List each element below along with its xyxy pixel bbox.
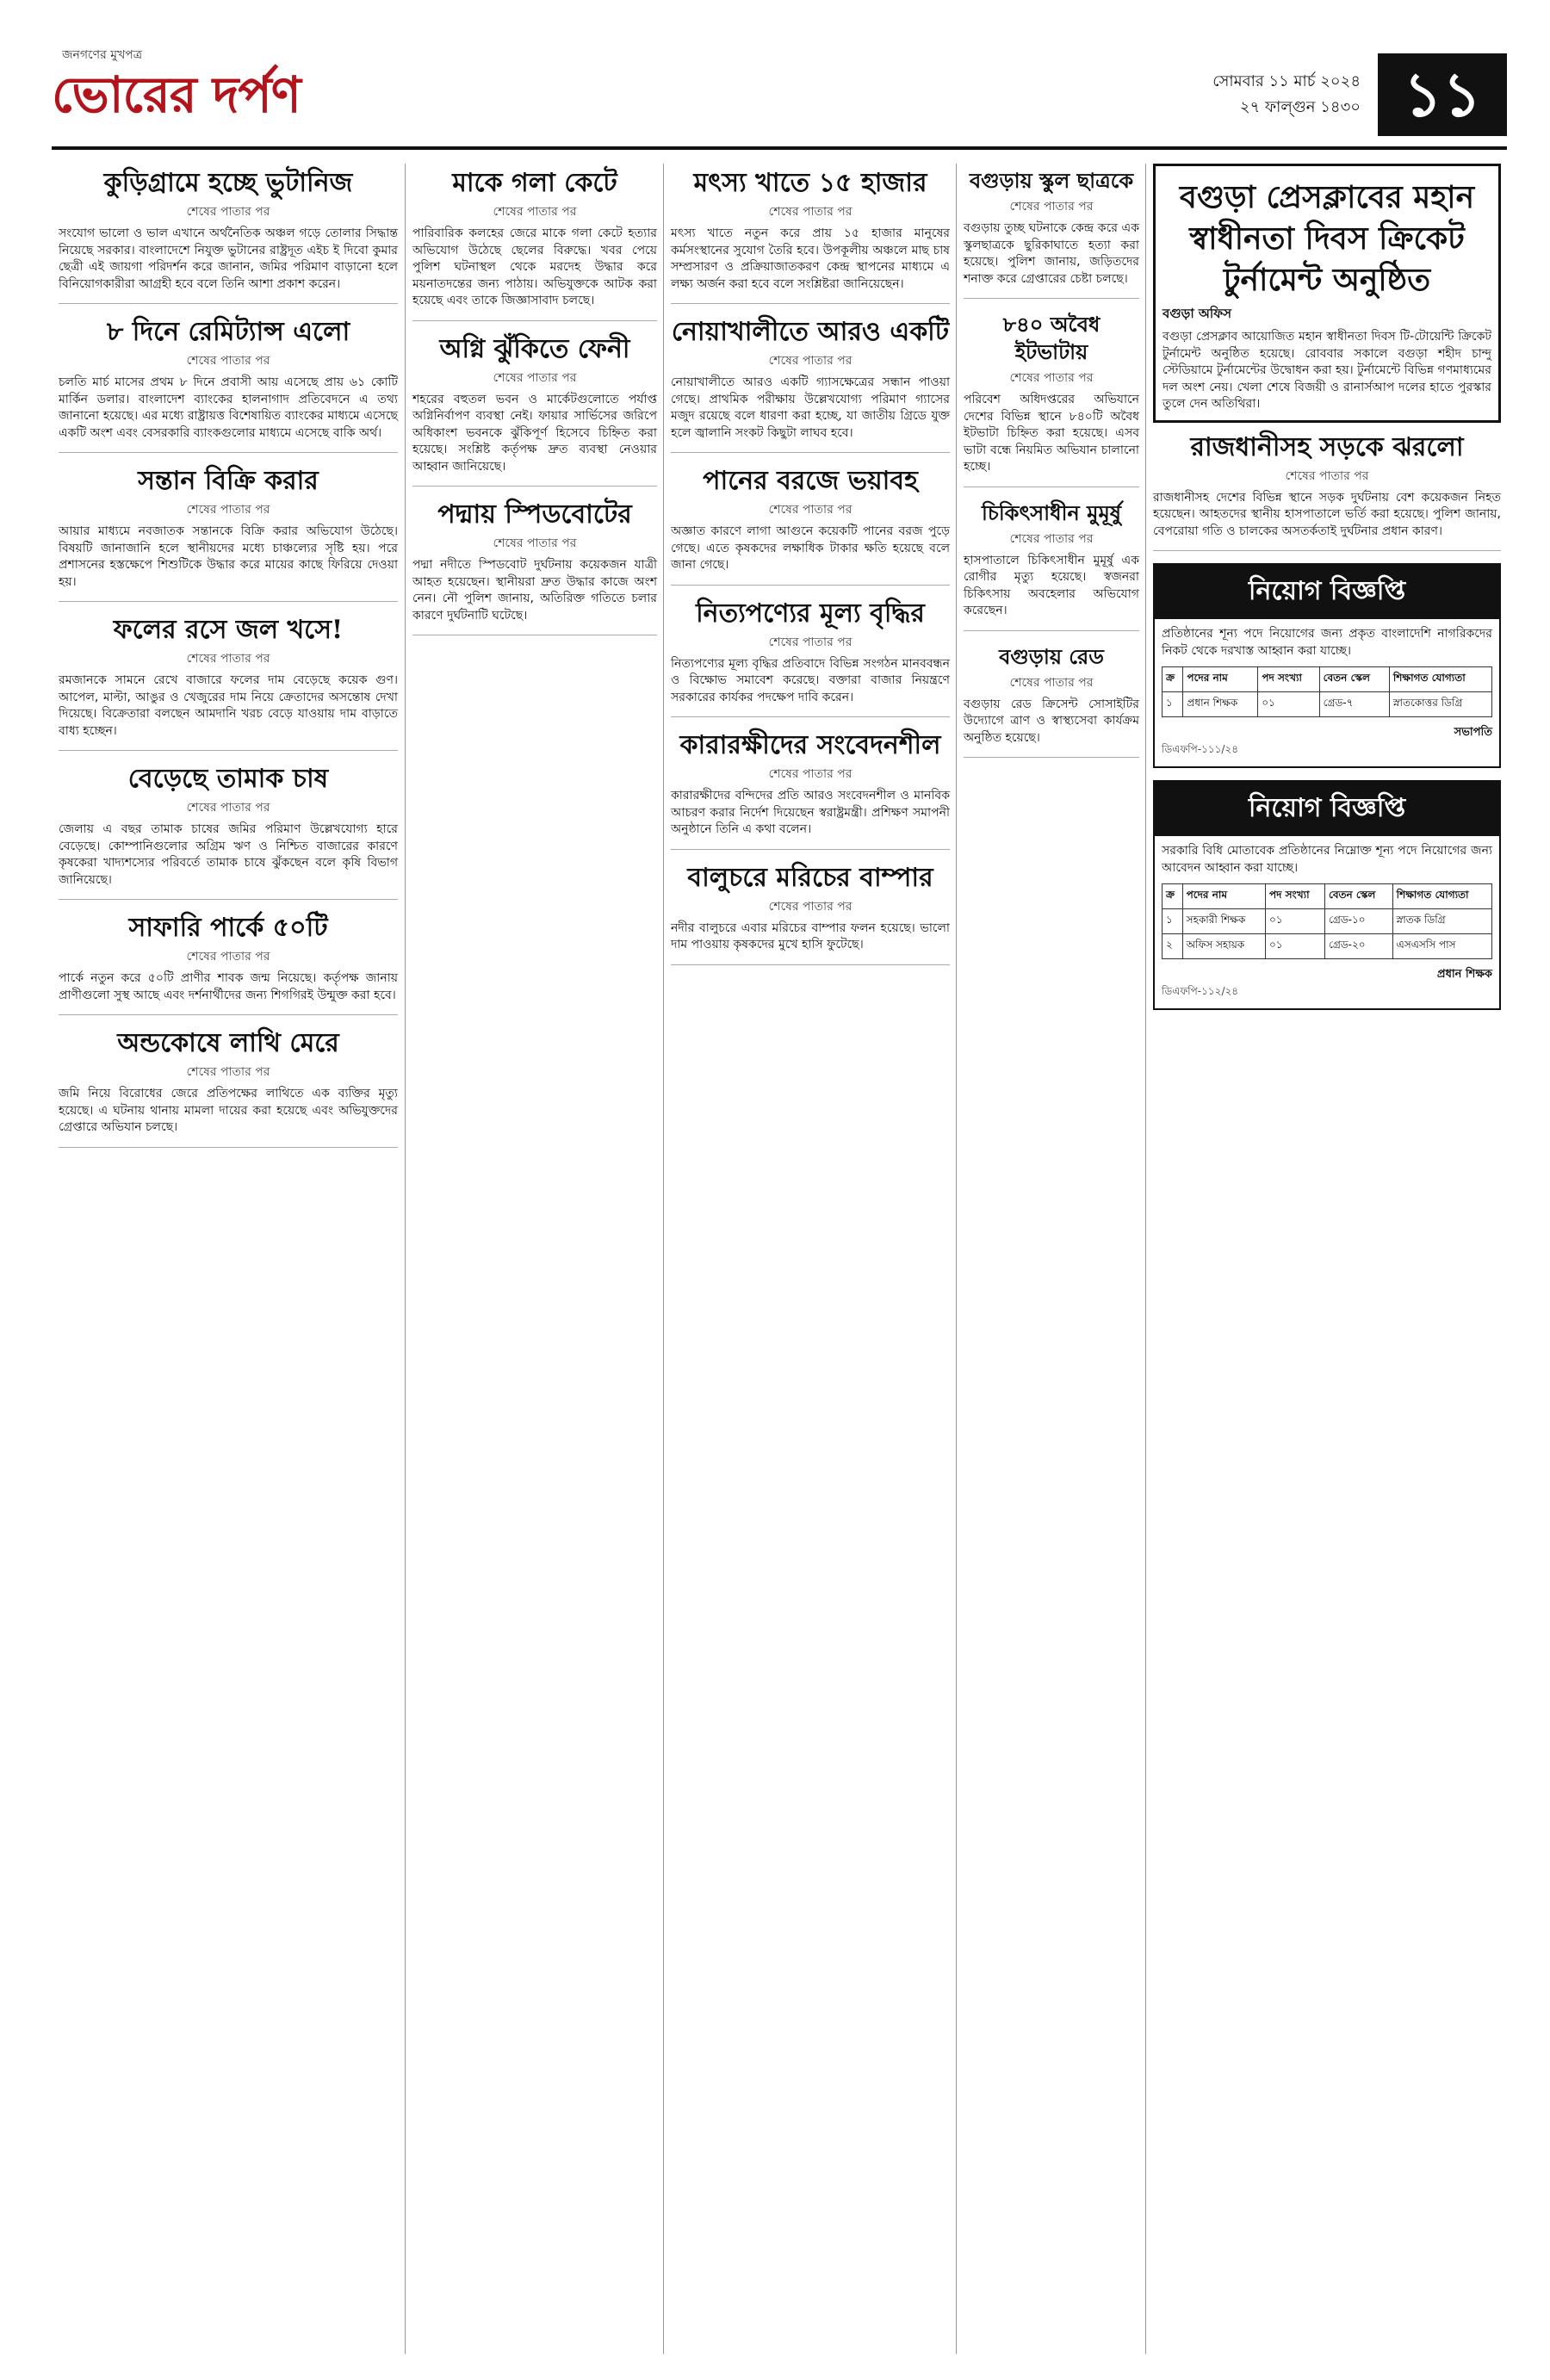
article bbox=[59, 1027, 398, 1148]
ad-table-header: শিক্ষাগত যোগ্যতা bbox=[1389, 667, 1491, 692]
continued-note: শেষের পাতার পর bbox=[186, 801, 270, 815]
ad-title: নিয়োগ বিজ্ঞপ্তি bbox=[1155, 565, 1499, 619]
feature-article bbox=[1153, 164, 1501, 423]
page-number: ১১ bbox=[1378, 53, 1507, 136]
continued-note: শেষের পাতার পর bbox=[186, 503, 270, 517]
article-headline[interactable]: বগুড়ায় স্কুল ছাত্রকে bbox=[969, 168, 1134, 193]
article-headline[interactable]: অন্ডকোষে লাথি মেরে bbox=[117, 1028, 339, 1058]
article bbox=[59, 614, 398, 751]
article-body: বগুড়ায় রেড ক্রিসেন্ট সোসাইটির উদ্যোগে ত্রাণ ও স্বাস্থ্যসেবা কার্যক্রম অনুষ্ঠিত হয়েছে। bbox=[964, 697, 1139, 745]
feature-headline[interactable]: বগুড়া প্রেসক্লাবের মহান স্বাধীনতা দিবস ক্রিকেট টুর্নামেন্ট অনুষ্ঠিত bbox=[1179, 179, 1475, 298]
table-cell: ০১ bbox=[1258, 692, 1319, 717]
continued-note: শেষের পাতার পর bbox=[1009, 531, 1094, 546]
article-body: কারারক্ষীদের বন্দিদের প্রতি আরও সংবেদনশীল ও মানবিক আচরণ করার নির্দেশ দিয়েছেন স্বরাষ্ট্রমন্ত্রী। প্রশিক্ষণ সমাপনী অনুষ্ঠানে তিনি এ কথা বলেন। bbox=[671, 789, 950, 836]
continued-note: শেষের পাতার পর bbox=[1009, 371, 1094, 385]
continued-note: শেষের পাতার পর bbox=[768, 205, 852, 219]
article bbox=[59, 763, 398, 900]
article-body: শহরের বহুতল ভবন ও মার্কেটগুলোতে পর্যাপ্ত অগ্নিনির্বাপণ ব্যবস্থা নেই। ফায়ার সার্ভিসের জরিপে অধিকাংশ ভবনকে ঝুঁকিপূর্ণ হিসেবে চিহ্নিত করা হয়েছে। সংশ্লিষ্ট কর্তৃপক্ষ দ্রুত ব্যবস্থা নেওয়ার আহ্বান জানিয়েছে। bbox=[412, 392, 657, 474]
article-headline[interactable]: বালুচরে মরিচের বাম্পার bbox=[687, 862, 933, 893]
article bbox=[964, 643, 1139, 759]
masthead-rule bbox=[52, 146, 1507, 150]
continued-note: শেষের পাতার পর bbox=[186, 205, 270, 219]
table-cell: স্নাতকোত্তর ডিগ্রি bbox=[1389, 692, 1491, 717]
continued-note: শেষের পাতার পর bbox=[186, 354, 270, 368]
logo-text: ভোরের দর্পণ bbox=[52, 65, 301, 124]
ad-table-header: ক্র bbox=[1162, 667, 1183, 692]
article bbox=[964, 167, 1139, 299]
article-body: চলতি মার্চ মাসের প্রথম ৮ দিনে প্রবাসী আয় এসেছে প্রায় ৬১ কোটি মার্কিন ডলার। বাংলাদেশ ব্যাংকের হালনাগাদ প্রতিবেদনে এ তথ্য জানানো হয়েছে। এর মধ্যে রাষ্ট্রায়ত্ত বিশেষায়িত ব্যাংকের মাধ্যমে এসেছে একটি অংশ এবং বেসরকারি ব্যাংকগুলোর মাধ্যমে এসেছে বাকি অর্থ। bbox=[59, 375, 398, 440]
table-cell: প্রধান শিক্ষক bbox=[1183, 692, 1258, 717]
article-body: রমজানকে সামনে রেখে বাজারে ফলের দাম বেড়েছে কয়েক গুণ। আপেল, মাল্টা, আঙুর ও খেজুরের দাম নিয়ে ক্রেতাদের অসন্তোষ দেখা দিয়েছে। বিক্রেতারা বলছেন আমদানি খরচ বেড়ে যাওয়ায় দাম বাড়াতে বাধ্য হচ্ছেন। bbox=[59, 673, 398, 738]
ad-signature: প্রধান শিক্ষক bbox=[1436, 968, 1492, 981]
table-cell: এসএসসি পাস bbox=[1392, 934, 1491, 959]
article-body: পারিবারিক কলহের জেরে মাকে গলা কেটে হত্যার অভিযোগ উঠেছে ছেলের বিরুদ্ধে। খবর পেয়ে পুলিশ ঘটনাস্থল থেকে মরদেহ উদ্ধার করে ময়নাতদন্তের জন্য পাঠায়। অভিযুক্তকে আটক করা হয়েছে এবং তাকে জিজ্ঞাসাবাদ চলছে। bbox=[412, 226, 657, 307]
ad-table-header: পদের নাম bbox=[1182, 884, 1265, 909]
table-cell: ০১ bbox=[1266, 909, 1325, 934]
byline: বগুড়া অফিস bbox=[1162, 306, 1232, 321]
continued-note: শেষের পাতার পর bbox=[1285, 468, 1369, 483]
date-block bbox=[1212, 69, 1361, 121]
article-headline[interactable]: অগ্নি ঝুঁকিতে ফেনী bbox=[439, 333, 630, 364]
article-headline[interactable]: সাফারি পার্কে ৫০টি bbox=[128, 913, 328, 943]
table-cell: ১ bbox=[1162, 692, 1183, 717]
table-cell: গ্রেড-৭ bbox=[1319, 692, 1389, 717]
column-5 bbox=[1145, 164, 1508, 2354]
article-body: নোয়াখালীতে আরও একটি গ্যাসক্ষেত্রের সন্ধান পাওয়া গেছে। প্রাথমিক পরীক্ষায় উল্লেখযোগ্য পরিমাণ গ্যাসের মজুদ রয়েছে বলে ধারণা করা হচ্ছে, যা জাতীয় গ্রিডে যুক্ত হলে জ্বালানি সংকট কিছুটা লাঘব হবে। bbox=[671, 375, 950, 440]
ad-table-header: শিক্ষাগত যোগ্যতা bbox=[1392, 884, 1491, 909]
article-body: মৎস্য খাতে নতুন করে প্রায় ১৫ হাজার মানুষের কর্মসংস্থানের সুযোগ তৈরি হবে। উপকূলীয় অঞ্চলে মাছ চাষ সম্প্রসারণ ও প্রক্রিয়াজাতকরণ কেন্দ্র স্থাপনের মাধ্যমে এ লক্ষ্য অর্জন করা হবে বলে সংশ্লিষ্টরা জানিয়েছেন। bbox=[671, 226, 950, 291]
article-body: বগুড়ায় তুচ্ছ ঘটনাকে কেন্দ্র করে এক স্কুলছাত্রকে ছুরিকাঘাতে হত্যা করা হয়েছে। পুলিশ জানায়, জড়িতদের শনাক্ত করে গ্রেপ্তারের চেষ্টা চলছে। bbox=[964, 221, 1139, 286]
article bbox=[671, 316, 950, 453]
continued-note: শেষের পাতার পর bbox=[493, 370, 577, 385]
masthead bbox=[52, 48, 1507, 158]
ad-intro: প্রতিষ্ঠানের শূন্য পদে নিয়োগের জন্য প্রকৃত বাংলাদেশি নাগরিকদের নিকট থেকে দরখাস্ত আহ্বান করা যাচ্ছে। bbox=[1162, 627, 1492, 658]
ad-table bbox=[1162, 666, 1492, 717]
ad-table-header: বেতন স্কেল bbox=[1324, 884, 1392, 909]
article-headline[interactable]: বেড়েছে তামাক চাষ bbox=[127, 764, 329, 794]
article-body: আয়ার মাধ্যমে নবজাতক সন্তানকে বিক্রি করার অভিযোগ উঠেছে। বিষয়টি জানাজানি হলে স্থানীয়দের মধ্যে চাঞ্চল্যের সৃষ্টি হয়। পরে প্রশাসনের হস্তক্ষেপে শিশুটিকে উদ্ধার করে মায়ের কাছে ফিরিয়ে দেওয়া হয়। bbox=[59, 524, 398, 589]
article bbox=[671, 167, 950, 304]
continued-note: শেষের পাতার পর bbox=[186, 652, 270, 666]
article bbox=[59, 167, 398, 304]
column-3 bbox=[663, 164, 957, 2354]
continued-note: শেষের পাতার পর bbox=[768, 767, 852, 781]
feature-body: বগুড়া প্রেসক্লাব আয়োজিত মহান স্বাধীনতা দিবস টি-টোয়েন্টি ক্রিকেট টুর্নামেন্ট অনুষ্ঠিত হয়েছে। রোববার সকালে বগুড়া শহীদ চান্দু স্টেডিয়ামে টুর্নামেন্টের উদ্বোধন করা হয়। টুর্নামেন্টে বিভিন্ন গণমাধ্যমের দল অংশ নেয়। খেলা শেষে বিজয়ী ও রানার্সআপ দলের হাতে পুরস্কার তুলে দেন অতিথিরা। bbox=[1162, 330, 1491, 411]
continued-note: শেষের পাতার পর bbox=[493, 536, 577, 550]
article-body: নদীর বালুচরে এবার মরিচের বাম্পার ফলন হয়েছে। ভালো দাম পাওয়ায় কৃষকদের মুখে হাসি ফুটেছে। bbox=[671, 920, 950, 951]
job-advertisement bbox=[1153, 563, 1501, 768]
article-headline[interactable]: সন্তান বিক্রি করার bbox=[138, 466, 319, 496]
ad-intro: সরকারি বিধি মোতাবেক প্রতিষ্ঠানের নিম্নোক্ত শূন্য পদে নিয়োগের জন্য আবেদন আহ্বান করা যাচ্ছে। bbox=[1162, 844, 1492, 875]
article bbox=[59, 912, 398, 1015]
article-headline[interactable]: ৮৪০ অবৈধ ইটভাটায় bbox=[1002, 312, 1100, 364]
newspaper-logo[interactable] bbox=[52, 48, 301, 140]
continued-note: শেষের পাতার পর bbox=[768, 503, 852, 517]
article bbox=[1153, 431, 1501, 552]
article-headline[interactable]: চিকিৎসাধীন মুমূর্ষু bbox=[982, 499, 1121, 525]
ad-table-header: বেতন স্কেল bbox=[1319, 667, 1389, 692]
column-2 bbox=[405, 164, 664, 2354]
date-gregorian: সোমবার ১১ মার্চ ২০২৪ bbox=[1212, 72, 1361, 90]
article-headline[interactable]: কারারক্ষীদের সংবেদনশীল bbox=[679, 730, 941, 760]
ad-table-header: ক্র bbox=[1162, 884, 1183, 909]
table-cell: ১ bbox=[1162, 909, 1183, 934]
table-cell: গ্রেড-২০ bbox=[1324, 934, 1392, 959]
table-row bbox=[1162, 692, 1492, 717]
article bbox=[59, 316, 398, 453]
column-1 bbox=[52, 164, 405, 2354]
article bbox=[671, 862, 950, 965]
article-body: নিত্যপণ্যের মূল্য বৃদ্ধির প্রতিবাদে বিভিন্ন সংগঠন মানববন্ধন ও বিক্ষোভ সমাবেশ করেছে। বক্তারা বাজার নিয়ন্ত্রণে সরকারের কার্যকর পদক্ষেপ দাবি করেন। bbox=[671, 656, 950, 704]
article-headline[interactable]: কুড়িগ্রামে হচ্ছে ভুটানিজ bbox=[103, 168, 353, 198]
continued-note: শেষের পাতার পর bbox=[1009, 675, 1094, 690]
article-headline[interactable]: মাকে গলা কেটে bbox=[452, 168, 617, 198]
continued-note: শেষের পাতার পর bbox=[186, 1065, 270, 1079]
article bbox=[59, 465, 398, 602]
article-headline[interactable]: পানের বরজে ভয়াবহ bbox=[703, 466, 918, 496]
article-body: জেলায় এ বছর তামাক চাষের জমির পরিমাণ উল্লেখযোগ্য হারে বেড়েছে। কোম্পানিগুলোর অগ্রিম ঋণ ও নিশ্চিত বাজারের কারণে কৃষকেরা খাদ্যশস্যের পরিবর্তে তামাক চাষে ঝুঁকছেন বলে কৃষি বিভাগ জানিয়েছে। bbox=[59, 822, 398, 887]
article bbox=[671, 465, 950, 586]
table-cell: স্নাতক ডিগ্রি bbox=[1392, 909, 1491, 934]
ad-table-header: পদের নাম bbox=[1183, 667, 1258, 692]
table-cell: গ্রেড-১০ bbox=[1324, 909, 1392, 934]
continued-note: শেষের পাতার পর bbox=[768, 635, 852, 649]
article-body: পদ্মা নদীতে স্পিডবোট দুর্ঘটনায় কয়েকজন যাত্রী আহত হয়েছেন। স্থানীয়রা দ্রুত উদ্ধার কাজে অংশ নেন। নৌ পুলিশ জানায়, অতিরিক্ত গতিতে চলার কারণে দুর্ঘটনাটি ঘটেছে। bbox=[412, 558, 657, 623]
table-row bbox=[1162, 934, 1492, 959]
continued-note: শেষের পাতার পর bbox=[493, 205, 577, 219]
article-headline[interactable]: পদ্মায় স্পিডবোটের bbox=[437, 499, 632, 530]
article-headline[interactable]: ৮ দিনে রেমিট্যান্স এলো bbox=[106, 317, 350, 347]
table-cell: ০১ bbox=[1266, 934, 1325, 959]
article bbox=[412, 499, 657, 635]
job-advertisement bbox=[1153, 780, 1501, 1010]
tagline: জনগণের মুখপত্র bbox=[62, 48, 143, 62]
table-cell: সহকারী শিক্ষক bbox=[1182, 909, 1265, 934]
article-body: পার্কে নতুন করে ৫০টি প্রাণীর শাবক জন্ম নিয়েছে। কর্তৃপক্ষ জানায় প্রাণীগুলো সুস্থ আছে এবং দর্শনার্থীদের জন্য শিগগিরই উন্মুক্ত করা হবে। bbox=[59, 971, 398, 1002]
article-body: পরিবেশ অধিদপ্তরের অভিযানে দেশের বিভিন্ন স্থানে ৮৪০টি অবৈধ ইটভাটা চিহ্নিত করা হয়েছে। এসব ভাটা বন্ধে নিয়মিত অভিযান চালানো হচ্ছে। bbox=[964, 393, 1139, 474]
article-body: হাসপাতালে চিকিৎসাধীন মুমূর্ষু এক রোগীর মৃত্যু হয়েছে। স্বজনরা চিকিৎসায় অবহেলার অভিযোগ করেছেন। bbox=[964, 553, 1139, 617]
article-body: অজ্ঞাত কারণে লাগা আগুনে কয়েকটি পানের বরজ পুড়ে গেছে। এতে কৃষকদের লক্ষাধিক টাকার ক্ষতি হয়েছে বলে জানা গেছে। bbox=[671, 524, 950, 572]
ad-signature: সভাপতি bbox=[1454, 726, 1492, 739]
article-headline[interactable]: মৎস্য খাতে ১৫ হাজার bbox=[693, 168, 927, 198]
ad-reference: ডিএফপি-১১২/২৪ bbox=[1162, 985, 1239, 997]
article-headline[interactable]: নিত্যপণ্যের মূল্য বৃদ্ধির bbox=[696, 598, 925, 629]
column-4 bbox=[956, 164, 1146, 2354]
article-headline[interactable]: রাজধানীসহ সড়কে ঝরলো bbox=[1190, 431, 1464, 462]
ad-reference: ডিএফপি-১১১/২৪ bbox=[1162, 743, 1239, 755]
continued-note: শেষের পাতার পর bbox=[768, 354, 852, 368]
article-headline[interactable]: নোয়াখালীতে আরও একটি bbox=[671, 317, 950, 347]
continued-note: শেষের পাতার পর bbox=[768, 899, 852, 914]
article-headline[interactable]: বগুড়ায় রেড bbox=[999, 643, 1104, 669]
table-row bbox=[1162, 909, 1492, 934]
article bbox=[964, 499, 1139, 631]
continued-note: শেষের পাতার পর bbox=[186, 950, 270, 964]
ad-table bbox=[1162, 883, 1492, 959]
table-cell: অফিস সহায়ক bbox=[1182, 934, 1265, 959]
article bbox=[671, 598, 950, 718]
article bbox=[671, 729, 950, 850]
table-cell: ২ bbox=[1162, 934, 1183, 959]
ad-table-header: পদ সংখ্যা bbox=[1266, 884, 1325, 909]
continued-note: শেষের পাতার পর bbox=[1009, 200, 1094, 214]
article bbox=[412, 333, 657, 487]
date-bangla: ২৭ ফাল্গুন ১৪৩০ bbox=[1239, 98, 1361, 116]
article-headline[interactable]: ফলের রসে জল খসে! bbox=[113, 615, 344, 645]
ad-table-header: পদ সংখ্যা bbox=[1258, 667, 1319, 692]
article bbox=[964, 311, 1139, 487]
article bbox=[412, 167, 657, 321]
article-body: জমি নিয়ে বিরোধের জেরে প্রতিপক্ষের লাথিতে এক ব্যক্তির মৃত্যু হয়েছে। এ ঘটনায় থানায় মামলা দায়ের করা হয়েছে এবং অভিযুক্তদের গ্রেপ্তারে অভিযান চলছে। bbox=[59, 1087, 398, 1134]
article-body: সংযোগ ভালো ও ভাল এখানে অর্থনৈতিক অঞ্চল গড়ে তোলার সিদ্ধান্ত নিয়েছে সরকার। বাংলাদেশে নিযুক্ত ভুটানের রাষ্ট্রদূত এইচ ই দিবো কুমার ছেত্রী এই জায়গা পরিদর্শন করে জানান, জমির পরিমাণ বাড়ানো হলে বিনিয়োগকারীরা আগ্রহী হবে বলে তিনি আশা প্রকাশ করেন। bbox=[59, 226, 398, 291]
article-body: রাজধানীসহ দেশের বিভিন্ন স্থানে সড়ক দুর্ঘটনায় বেশ কয়েকজন নিহত হয়েছেন। আহতদের স্থানীয় হাসপাতালে ভর্তি করা হয়েছে। পুলিশ জানায়, বেপরোয়া গতি ও চালকের অসতর্কতাই দুর্ঘটনার প্রধান কারণ। bbox=[1153, 490, 1501, 538]
ad-title: নিয়োগ বিজ্ঞপ্তি bbox=[1155, 782, 1499, 836]
